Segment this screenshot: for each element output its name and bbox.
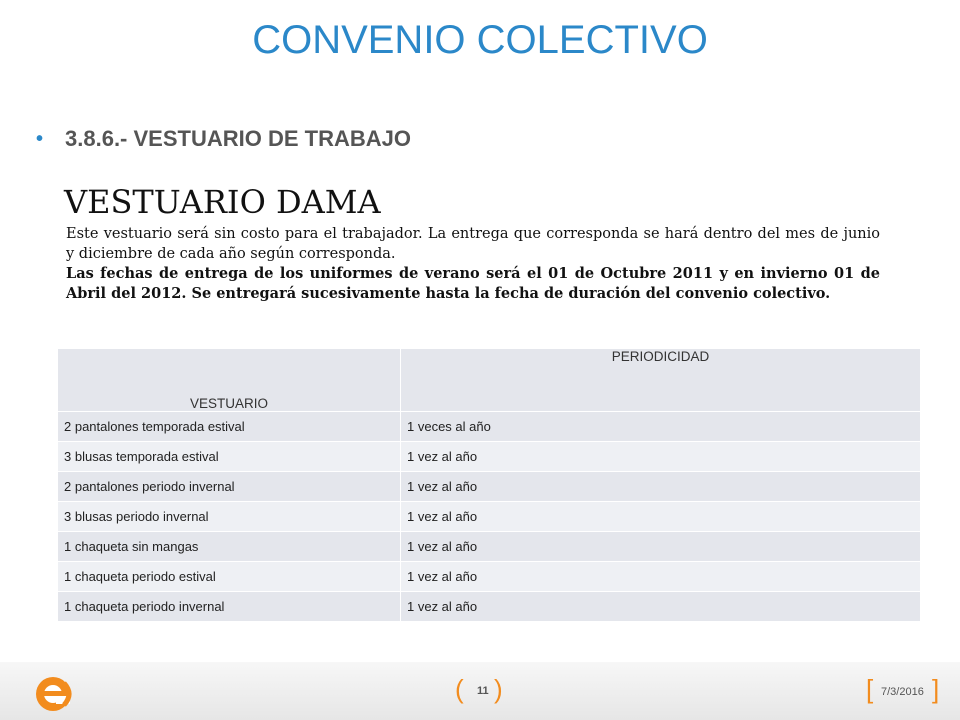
table-row	[58, 502, 921, 532]
header-periodicidad: PERIODICIDAD	[401, 349, 921, 412]
table-header-row	[58, 349, 921, 412]
table-row	[58, 592, 921, 622]
cell-frequency: 1 vez al año	[401, 562, 921, 592]
cell-item: 2 pantalones periodo invernal	[58, 472, 401, 502]
body-text	[66, 224, 880, 304]
date-bracket-right: ]	[932, 674, 940, 704]
cell-frequency: 1 vez al año	[401, 472, 921, 502]
header-vestuario: VESTUARIO	[58, 349, 401, 412]
table-row	[58, 562, 921, 592]
table-row	[58, 472, 921, 502]
section-bullet	[36, 126, 411, 152]
cell-frequency: 1 veces al año	[401, 412, 921, 442]
table-row	[58, 412, 921, 442]
slide-footer	[0, 662, 960, 720]
cell-item: 1 chaqueta sin mangas	[58, 532, 401, 562]
paragraph-2: Las fechas de entrega de los uniformes de verano será el 01 de Octubre 2011 y en invierno 01 de Abril del 2012. Se entregará sucesivamente hasta la fecha de duración del convenio colectivo.	[66, 265, 880, 302]
cell-frequency: 1 vez al año	[401, 592, 921, 622]
page-bracket-right: )	[494, 674, 503, 704]
cell-frequency: 1 vez al año	[401, 502, 921, 532]
section-heading: 3.8.6.- VESTUARIO DE TRABAJO	[65, 126, 411, 151]
cell-item: 3 blusas periodo invernal	[58, 502, 401, 532]
vestuario-table	[57, 348, 921, 622]
cell-item: 2 pantalones temporada estival	[58, 412, 401, 442]
slide-date: 7/3/2016	[881, 686, 924, 698]
cell-item: 3 blusas temporada estival	[58, 442, 401, 472]
bullet-icon: •	[36, 127, 44, 150]
subheading: VESTUARIO DAMA	[64, 183, 381, 221]
paragraph-1: Este vestuario será sin costo para el trabajador. La entrega que corresponda se hará dentro del mes de junio y diciembre de cada año según corresponda.	[66, 226, 880, 262]
e-logo-icon	[34, 673, 76, 715]
slide-title: CONVENIO COLECTIVO	[252, 18, 708, 62]
page-number: 11	[477, 685, 489, 697]
page-bracket-left: (	[455, 674, 464, 704]
cell-frequency: 1 vez al año	[401, 532, 921, 562]
cell-item: 1 chaqueta periodo invernal	[58, 592, 401, 622]
table-row	[58, 532, 921, 562]
table-row	[58, 442, 921, 472]
cell-item: 1 chaqueta periodo estival	[58, 562, 401, 592]
cell-frequency: 1 vez al año	[401, 442, 921, 472]
date-bracket-left: [	[866, 674, 874, 704]
